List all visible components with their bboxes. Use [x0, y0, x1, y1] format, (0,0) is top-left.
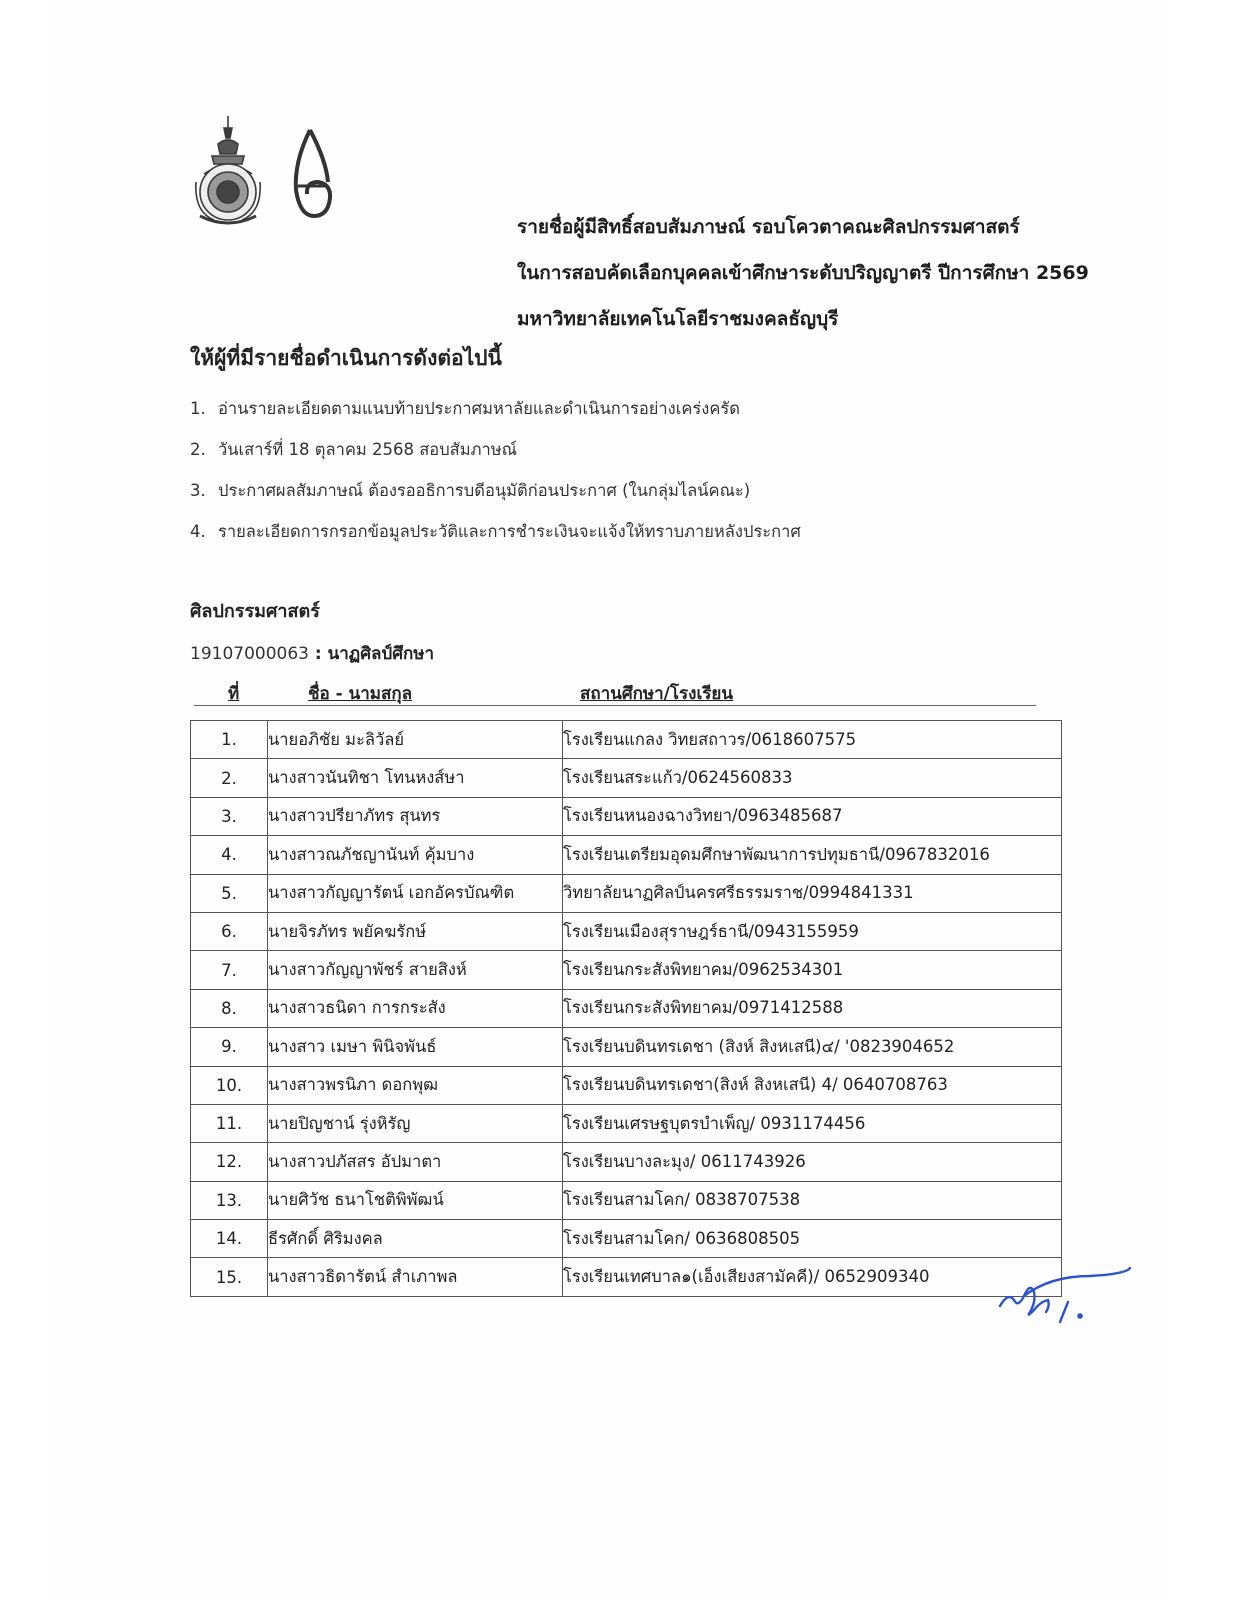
table-row	[191, 989, 1062, 1027]
candidate-school: โรงเรียนเมืองสุราษฎร์ธานี/0943155959	[563, 912, 1062, 950]
candidate-name: นางสาวพรนิภา ดอกพุฒ	[268, 1066, 563, 1104]
instruction-item	[190, 433, 801, 474]
faculty-name: ศิลปกรรมศาสตร์	[190, 601, 320, 622]
instruction-number: 2.	[190, 440, 206, 459]
row-number: 12.	[191, 1143, 268, 1181]
candidate-name: นายอภิชัย มะลิวัลย์	[268, 721, 563, 759]
candidate-name: นางสาวนันทิชา โทนหงส์ษา	[268, 759, 563, 797]
candidate-school: โรงเรียนบดินทรเดชา (สิงห์ สิงหเสนี)๔/ '0823904652	[563, 1028, 1062, 1066]
table-row	[191, 874, 1062, 912]
document-title	[517, 204, 1089, 342]
title-line-1: รายชื่อผู้มีสิทธิ์สอบสัมภาษณ์ รอบโควตาคณะศิลปกรรมศาสตร์	[517, 216, 1020, 238]
instruction-text: รายละเอียดการกรอกข้อมูลประวัติและการชำระเงินจะแจ้งให้ทราบภายหลังประกาศ	[218, 522, 801, 541]
candidate-school: โรงเรียนสระแก้ว/0624560833	[563, 759, 1062, 797]
candidate-school: โรงเรียนแกลง วิทยสถาวร/0618607575	[563, 721, 1062, 759]
row-number: 4.	[191, 836, 268, 874]
candidate-school: โรงเรียนกระสังพิทยาคม/0971412588	[563, 989, 1062, 1027]
header-rule	[194, 705, 1036, 706]
candidate-school: โรงเรียนกระสังพิทยาคม/0962534301	[563, 951, 1062, 989]
candidate-name: นางสาว เมษา พินิจพันธ์	[268, 1028, 563, 1066]
row-number: 10.	[191, 1066, 268, 1104]
row-number: 5.	[191, 874, 268, 912]
row-number: 9.	[191, 1028, 268, 1066]
row-number: 15.	[191, 1258, 268, 1296]
candidate-name: นายศิวัช ธนาโชติพิพัฒน์	[268, 1181, 563, 1219]
candidate-name: นางสาวธิดารัตน์ สำเภาพล	[268, 1258, 563, 1296]
table-row	[191, 721, 1062, 759]
header-logos	[190, 112, 340, 236]
program-name: นาฏศิลป์ศึกษา	[327, 644, 435, 664]
row-number: 7.	[191, 951, 268, 989]
candidate-name: นางสาวปรียาภัทร สุนทร	[268, 797, 563, 835]
instructions-list	[190, 392, 801, 556]
row-number: 3.	[191, 797, 268, 835]
program-code: 19107000063	[190, 644, 309, 664]
row-number: 13.	[191, 1181, 268, 1219]
candidate-school: โรงเรียนบดินทรเดชา(สิงห์ สิงหเสนี) 4/ 0640708763	[563, 1066, 1062, 1104]
candidate-name: นางสาวกัญญารัตน์ เอกอัครบัณฑิต	[268, 874, 563, 912]
row-number: 14.	[191, 1220, 268, 1258]
instruction-item	[190, 515, 801, 556]
instruction-item	[190, 392, 801, 433]
university-emblem-icon	[190, 112, 340, 232]
candidate-table	[190, 720, 1062, 1297]
program-separator: :	[308, 644, 328, 664]
table-row	[191, 797, 1062, 835]
candidate-name: นายจิรภัทร พยัคฆรักษ์	[268, 912, 563, 950]
candidate-name: นางสาวณภัชญานันท์ คุ้มบาง	[268, 836, 563, 874]
instruction-item	[190, 474, 801, 515]
candidate-name: นายปิญชาน์ รุ่งหิรัญ	[268, 1104, 563, 1142]
program-line	[190, 640, 434, 667]
table-row	[191, 836, 1062, 874]
table-row	[191, 1181, 1062, 1219]
title-line-2: ในการสอบคัดเลือกบุคคลเข้าศึกษาระดับปริญญาตรี ปีการศึกษา 2569	[517, 262, 1089, 284]
table-row	[191, 951, 1062, 989]
instructions-heading: ให้ผู้ที่มีรายชื่อดำเนินการดังต่อไปนี้	[190, 346, 502, 370]
signature-icon	[990, 1262, 1140, 1332]
table-row	[191, 1066, 1062, 1104]
candidate-school: โรงเรียนเตรียมอุดมศึกษาพัฒนาการปทุมธานี/0967832016	[563, 836, 1062, 874]
instruction-text: วันเสาร์ที่ 18 ตุลาคม 2568 สอบสัมภาษณ์	[218, 440, 517, 459]
table-row	[191, 912, 1062, 950]
candidate-school: โรงเรียนสามโคก/ 0636808505	[563, 1220, 1062, 1258]
row-number: 2.	[191, 759, 268, 797]
row-number: 1.	[191, 721, 268, 759]
candidate-school: โรงเรียนหนองฉางวิทยา/0963485687	[563, 797, 1062, 835]
table-row	[191, 759, 1062, 797]
instruction-text: ประกาศผลสัมภาษณ์ ต้องรออธิการบดีอนุมัติก่อนประกาศ (ในกลุ่มไลน์คณะ)	[218, 481, 751, 500]
table-row	[191, 1258, 1062, 1296]
candidate-school: วิทยาลัยนาฏศิลป์นครศรีธรรมราช/0994841331	[563, 874, 1062, 912]
row-number: 8.	[191, 989, 268, 1027]
candidate-name: ธีรศักดิ์ ศิริมงคล	[268, 1220, 563, 1258]
column-header-name: ชื่อ - นามสกุล	[308, 684, 413, 704]
row-number: 11.	[191, 1104, 268, 1142]
table-row	[191, 1028, 1062, 1066]
instruction-number: 1.	[190, 399, 206, 418]
instruction-number: 3.	[190, 481, 206, 500]
instruction-number: 4.	[190, 522, 206, 541]
candidate-school: โรงเรียนเทศบาล๑(เอ็งเสียงสามัคคี)/ 0652909340	[563, 1258, 1062, 1296]
instruction-text: อ่านรายละเอียดตามแนบท้ายประกาศมหาลัยและดำเนินการอย่างเคร่งครัด	[218, 399, 740, 418]
candidate-name: นางสาวธนิดา การกระสัง	[268, 989, 563, 1027]
candidate-name: นางสาวปภัสสร อัปมาตา	[268, 1143, 563, 1181]
table-row	[191, 1143, 1062, 1181]
table-row	[191, 1220, 1062, 1258]
candidate-school: โรงเรียนเศรษฐบุตรบำเพ็ญ/ 0931174456	[563, 1104, 1062, 1142]
candidate-school: โรงเรียนบางละมุง/ 0611743926	[563, 1143, 1062, 1181]
signature	[990, 1262, 1140, 1336]
row-number: 6.	[191, 912, 268, 950]
candidate-school: โรงเรียนสามโคก/ 0838707538	[563, 1181, 1062, 1219]
column-header-no: ที่	[228, 684, 240, 704]
column-header-school: สถานศึกษา/โรงเรียน	[580, 684, 733, 704]
table-row	[191, 1104, 1062, 1142]
title-line-3: มหาวิทยาลัยเทคโนโลยีราชมงคลธัญบุรี	[517, 308, 839, 330]
candidate-name: นางสาวกัญญาพัชร์ สายสิงห์	[268, 951, 563, 989]
